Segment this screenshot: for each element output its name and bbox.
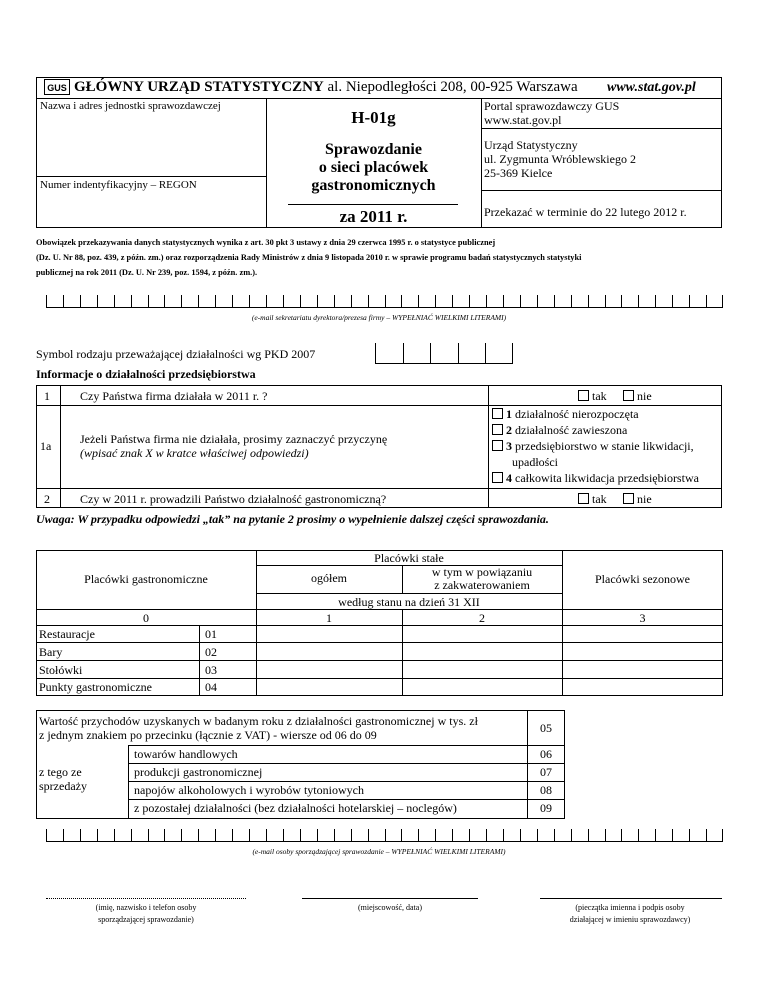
q2-no-option[interactable] xyxy=(623,492,652,507)
opt1-number: 1 xyxy=(506,407,512,421)
q-row-line-1 xyxy=(36,405,722,406)
institution-name: GŁÓWNY URZĄD STATYSTYCZNY xyxy=(74,79,324,95)
opt1-checkbox[interactable] xyxy=(492,408,503,419)
comb-tick xyxy=(503,829,504,841)
sig3-caption-1: (pieczątka imienna i podpis osoby xyxy=(575,903,685,912)
q1a-number: 1a xyxy=(40,439,52,453)
comb-tick xyxy=(520,829,521,841)
q2-yes-option[interactable] xyxy=(578,492,607,507)
comb-tick xyxy=(722,829,723,841)
t2-group-2: sprzedaży xyxy=(39,779,87,793)
comb-tick xyxy=(435,295,436,307)
t1-row-label: Stołówki xyxy=(39,663,83,677)
comb-tick xyxy=(63,295,64,307)
comb-tick xyxy=(655,829,656,841)
form-title-1: Sprawozdanie xyxy=(325,141,422,158)
comb-tick xyxy=(198,295,199,307)
t2-group-1: z tego ze xyxy=(39,765,82,779)
comb-tick xyxy=(605,295,606,307)
comb-tick xyxy=(485,343,486,363)
t2-row-code: 09 xyxy=(540,801,552,815)
comb-tick xyxy=(131,829,132,841)
comb-tick xyxy=(181,295,182,307)
office-line-3: 25-369 Kielce xyxy=(484,166,553,180)
form-title-2: o sieci placówek xyxy=(318,159,429,176)
comb-tick xyxy=(131,295,132,307)
comb-tick xyxy=(385,829,386,841)
q1a-text-2: (wpisać znak X w kratce właściwej odpowiedzi) xyxy=(80,446,309,460)
comb-tick xyxy=(672,295,673,307)
sig3-line xyxy=(540,898,722,899)
director-email-caption: (e-mail sekretariatu dyrektora/prezesa firmy – WYPEŁNIAĆ WIELKIMI LITERAMI) xyxy=(251,313,507,322)
comb-tick xyxy=(63,829,64,841)
comb-tick xyxy=(486,829,487,841)
comb-tick xyxy=(375,343,376,363)
comb-tick xyxy=(249,295,250,307)
comb-tick xyxy=(198,829,199,841)
comb-tick xyxy=(588,295,589,307)
regon-divider xyxy=(36,176,266,177)
opt4-checkbox[interactable] xyxy=(492,472,503,483)
report-year: za 2011 r. xyxy=(339,207,408,226)
comb-tick xyxy=(403,343,404,363)
sig1-caption-2: sporządzającej sprawozdanie) xyxy=(98,915,194,924)
comb-tick xyxy=(181,829,182,841)
comb-tick xyxy=(638,829,639,841)
comb-tick xyxy=(621,295,622,307)
t2-row-code: 08 xyxy=(540,783,552,797)
t1-row-line-1 xyxy=(36,642,723,643)
director-email-field[interactable] xyxy=(46,296,723,308)
preparer-email-caption: (e-mail osoby sporządzającej sprawozdanie – WYPEŁNIAĆ WIELKIMI LITERAMI) xyxy=(252,847,506,856)
q1-no-checkbox[interactable] xyxy=(623,390,634,401)
form-title-3: gastronomicznych xyxy=(311,177,436,194)
q2-no-label: nie xyxy=(637,492,652,506)
comb-tick xyxy=(638,295,639,307)
t2-row-line-2 xyxy=(128,781,565,782)
title-underline xyxy=(288,204,458,205)
comb-tick xyxy=(215,829,216,841)
comb-tick xyxy=(571,295,572,307)
q1a-option-3-cont: upadłości xyxy=(512,455,558,469)
comb-tick xyxy=(605,829,606,841)
comb-tick xyxy=(554,295,555,307)
comb-tick xyxy=(164,295,165,307)
opt2-label: działalność zawieszona xyxy=(512,423,628,437)
q2-number: 2 xyxy=(44,492,50,506)
t1-stan-header: według stanu na dzień 31 XII xyxy=(338,595,480,609)
comb-tick xyxy=(148,829,149,841)
t1-colnum-3: 3 xyxy=(639,611,646,625)
q1-yes-option[interactable] xyxy=(578,389,607,404)
t1-wtym-header-2: z zakwaterowaniem xyxy=(434,578,530,592)
comb-tick xyxy=(418,295,419,307)
t2-row-label: napojów alkoholowych i wyrobów tytoniowych xyxy=(134,783,364,797)
t1-input-cell[interactable] xyxy=(564,627,721,641)
header-col-line-2 xyxy=(481,98,482,228)
comb-tick xyxy=(430,343,431,363)
q-answer-col-line xyxy=(488,385,489,508)
legal-note-line-3: publicznej na rok 2011 (Dz. U. Nr 239, poz. 1594, z późn. zm.). xyxy=(36,268,258,277)
opt1-label: działalność nierozpoczęta xyxy=(512,407,639,421)
comb-tick xyxy=(469,295,470,307)
t1-row-code: 03 xyxy=(205,663,217,677)
q1a-option-1[interactable] xyxy=(492,407,639,422)
comb-tick xyxy=(537,295,538,307)
office-divider xyxy=(481,190,722,191)
t2-row-code: 07 xyxy=(540,765,552,779)
t1-colnum-1: 1 xyxy=(326,611,332,625)
comb-tick xyxy=(283,829,284,841)
q1-yes-checkbox[interactable] xyxy=(578,390,589,401)
t2-main-text-2: z jednym znakiem po przecinku (łącznie z VAT) - wiersze od 06 do 09 xyxy=(39,728,377,742)
form-code: H-01g xyxy=(351,108,396,127)
comb-tick xyxy=(232,295,233,307)
t1-stale-header: Placówki stałe xyxy=(374,551,444,565)
comb-tick xyxy=(334,829,335,841)
sig1-caption-1: (imię, nazwisko i telefon osoby xyxy=(95,903,197,912)
sig3-caption-2: działającej w imieniu sprawozdawcy) xyxy=(569,915,691,924)
q1a-option-2[interactable] xyxy=(492,423,627,438)
t1-row-line-2 xyxy=(36,660,723,661)
q2-yes-checkbox[interactable] xyxy=(578,493,589,504)
q1-yes-label: tak xyxy=(592,389,607,403)
q1-no-label: nie xyxy=(637,389,652,403)
comb-tick xyxy=(351,295,352,307)
gus-logo: GUS xyxy=(44,79,70,95)
website-link[interactable]: www.stat.gov.pl xyxy=(607,80,696,95)
comb-tick xyxy=(46,829,47,841)
comb-tick xyxy=(80,295,81,307)
t2-row-label: z pozostałej działalności (bez działalności hotelarskiej – noclegów) xyxy=(134,801,457,815)
comb-tick xyxy=(215,295,216,307)
comb-tick xyxy=(418,829,419,841)
comb-tick xyxy=(571,829,572,841)
comb-tick xyxy=(512,343,513,363)
comb-tick xyxy=(722,295,723,307)
t1-wtym-header-1: w tym w powiązaniu xyxy=(431,565,533,579)
header-title-line xyxy=(74,79,578,96)
t1-row-code: 04 xyxy=(205,680,217,694)
opt3-checkbox[interactable] xyxy=(492,440,503,451)
q1a-text-1: Jeżeli Państwa firma nie działała, prosimy zaznaczyć przyczynę xyxy=(80,432,388,446)
t2-row-line-3 xyxy=(128,799,565,800)
comb-tick xyxy=(452,295,453,307)
t2-main-code: 05 xyxy=(540,721,552,735)
q1-no-option[interactable] xyxy=(623,389,652,404)
t1-colnum-2: 2 xyxy=(479,611,485,625)
office-line-1: Urząd Statystyczny xyxy=(484,138,578,152)
comb-tick xyxy=(588,829,589,841)
q1-text: Czy Państwa firma działała w 2011 r. ? xyxy=(80,389,268,403)
q2-text: Czy w 2011 r. prowadzili Państwo działalność gastronomiczną? xyxy=(80,492,387,506)
t1-sezonowe-header: Placówki sezonowe xyxy=(595,572,690,586)
comb-tick xyxy=(469,829,470,841)
t1-col0-header: Placówki gastronomiczne xyxy=(84,572,208,586)
comb-tick xyxy=(46,295,47,307)
opt3-label: przedsiębiorstwo w stanie likwidacji, xyxy=(512,439,694,453)
comb-tick xyxy=(148,295,149,307)
comb-tick xyxy=(300,295,301,307)
legal-note-line-2: (Dz. U. Nr 88, poz. 439, z późn. zm.) oraz rozporządzenia Rady Ministrów z dnia 9 listopada 2010 r. w sprawie programu badań statystycznych statystyki xyxy=(36,253,582,262)
q-num-col-line xyxy=(60,385,61,508)
comb-tick xyxy=(283,295,284,307)
q2-yes-label: tak xyxy=(592,492,607,506)
remark-text: Uwaga: W przypadku odpowiedzi „tak” na pytanie 2 prosimy o wypełnienie dalszej części sprawozdania. xyxy=(36,512,549,526)
comb-tick xyxy=(317,295,318,307)
pkd-label: Symbol rodzaju przeważającej działalności wg PKD 2007 xyxy=(36,347,316,361)
comb-tick xyxy=(706,829,707,841)
comb-tick xyxy=(114,295,115,307)
comb-tick xyxy=(385,295,386,307)
comb-tick xyxy=(97,295,98,307)
comb-tick xyxy=(503,295,504,307)
comb-tick xyxy=(266,829,267,841)
t1-input-cell[interactable] xyxy=(258,627,400,641)
comb-tick xyxy=(554,829,555,841)
comb-tick xyxy=(520,295,521,307)
q2-no-checkbox[interactable] xyxy=(623,493,634,504)
institution-address: al. Niepodległości 208, 00-925 Warszawa xyxy=(323,79,578,95)
t1-row-label: Bary xyxy=(39,645,63,659)
comb-tick xyxy=(706,295,707,307)
q1-number: 1 xyxy=(44,389,50,403)
t1-colnum-0: 0 xyxy=(143,611,149,625)
q1a-option-3[interactable] xyxy=(492,439,694,454)
t1-row-line-3 xyxy=(36,678,723,679)
comb-tick xyxy=(266,295,267,307)
comb-tick xyxy=(689,829,690,841)
t2-row-code: 06 xyxy=(540,747,552,761)
unit-name-label: Nazwa i adres jednostki sprawozdawczej xyxy=(40,100,221,112)
comb-tick xyxy=(401,295,402,307)
deadline-text: Przekazać w terminie do 22 lutego 2012 r. xyxy=(484,205,687,219)
portal-line-2[interactable]: www.stat.gov.pl xyxy=(484,113,562,127)
t1-row-label: Punkty gastronomiczne xyxy=(39,680,152,694)
comb-tick xyxy=(300,829,301,841)
legal-note-line-1: Obowiązek przekazywania danych statystycznych wynika z art. 30 pkt 3 ustawy z dnia 29 czerwca 1995 r. o statystyce publicznej xyxy=(36,238,496,247)
comb-tick xyxy=(351,829,352,841)
comb-tick xyxy=(452,829,453,841)
t1-stan-topline xyxy=(256,593,562,594)
opt4-label: całkowita likwidacja przedsiębiorstwa xyxy=(512,471,699,485)
comb-tick xyxy=(401,829,402,841)
comb-tick xyxy=(80,829,81,841)
t1-row-label: Restauracje xyxy=(39,627,95,641)
comb-tick xyxy=(435,829,436,841)
comb-tick xyxy=(249,829,250,841)
comb-tick xyxy=(621,829,622,841)
comb-tick xyxy=(537,829,538,841)
preparer-email-field[interactable] xyxy=(46,830,723,842)
q1a-option-4[interactable] xyxy=(492,471,699,486)
comb-tick xyxy=(334,295,335,307)
sig2-line xyxy=(302,898,478,899)
t2-main-text-1: Wartość przychodów uzyskanych w badanym roku z działalności gastronomicznej w tys. zł xyxy=(39,714,478,728)
q-row-line-2 xyxy=(36,488,722,489)
t2-row-line-0 xyxy=(128,745,565,746)
t2-row-label: towarów handlowych xyxy=(134,747,238,761)
comb-tick xyxy=(97,829,98,841)
opt2-checkbox[interactable] xyxy=(492,424,503,435)
comb-tick xyxy=(232,829,233,841)
regon-label: Numer indentyfikacyjny – REGON xyxy=(40,179,197,191)
pkd-code-field[interactable] xyxy=(375,344,513,364)
portal-line-1: Portal sprawozdawczy GUS xyxy=(484,99,620,113)
comb-tick xyxy=(672,829,673,841)
comb-tick xyxy=(164,829,165,841)
opt2-number: 2 xyxy=(506,423,512,437)
comb-tick xyxy=(114,829,115,841)
t1-ogolem-header: ogółem xyxy=(311,571,347,585)
office-line-2: ul. Zygmunta Wróblewskiego 2 xyxy=(484,152,636,166)
comb-tick xyxy=(368,829,369,841)
sig1-line xyxy=(46,898,246,899)
portal-divider xyxy=(481,128,722,129)
t2-row-line-1 xyxy=(128,763,565,764)
t1-input-cell[interactable] xyxy=(404,627,560,641)
comb-tick xyxy=(689,295,690,307)
comb-tick xyxy=(655,295,656,307)
comb-tick xyxy=(458,343,459,363)
t2-group-col-line xyxy=(128,745,129,819)
t1-row-code: 01 xyxy=(205,627,217,641)
comb-tick xyxy=(486,295,487,307)
t2-row-label: produkcji gastronomicznej xyxy=(134,765,263,779)
comb-tick xyxy=(368,295,369,307)
t1-row-code: 02 xyxy=(205,645,217,659)
opt4-number: 4 xyxy=(506,471,512,485)
sig2-caption: (miejscowość, data) xyxy=(358,903,422,912)
comb-tick xyxy=(317,829,318,841)
opt3-number: 3 xyxy=(506,439,512,453)
info-heading: Informacje o działalności przedsiębiorstwa xyxy=(36,367,256,381)
